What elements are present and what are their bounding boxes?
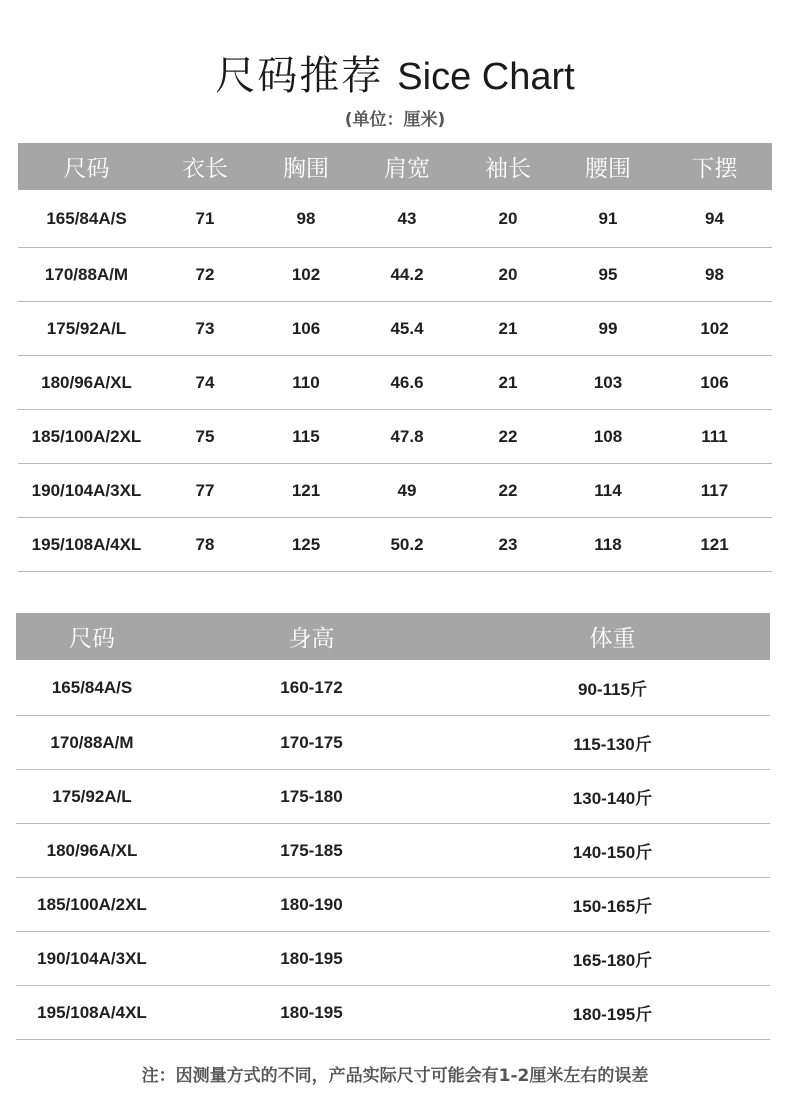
table-cell: 125 [255, 518, 357, 572]
table-cell: 185/100A/2XL [16, 878, 168, 932]
table-cell: 21 [457, 302, 559, 356]
table-row [18, 410, 772, 464]
table-row [16, 770, 770, 824]
table-cell: 22 [457, 410, 559, 464]
table-row [16, 878, 770, 932]
table-cell: 115-130斤 [455, 716, 770, 770]
table-cell: 75 [155, 410, 255, 464]
table-cell: 45.4 [357, 302, 457, 356]
table-cell: 180-195斤 [455, 986, 770, 1040]
header-shoulder: 肩宽 [357, 143, 457, 190]
table-header-row [16, 613, 770, 660]
table-row [16, 716, 770, 770]
table-cell: 118 [559, 518, 657, 572]
page-title [0, 48, 790, 105]
table-cell: 94 [657, 190, 772, 248]
table-cell: 130-140斤 [455, 770, 770, 824]
header-weight: 体重 [455, 613, 770, 660]
table-cell: 98 [255, 190, 357, 248]
table-cell: 91 [559, 190, 657, 248]
table-cell: 175-185 [168, 824, 455, 878]
table-cell: 95 [559, 248, 657, 302]
table-cell: 78 [155, 518, 255, 572]
table-cell: 110 [255, 356, 357, 410]
table-cell: 77 [155, 464, 255, 518]
title-chinese: 尺码推荐 [215, 53, 384, 99]
table-cell: 22 [457, 464, 559, 518]
table-row [18, 248, 772, 302]
table-cell: 165/84A/S [16, 660, 168, 716]
table-cell: 50.2 [357, 518, 457, 572]
table-row [18, 518, 772, 572]
table-cell: 74 [155, 356, 255, 410]
table-cell: 108 [559, 410, 657, 464]
table-cell: 175-180 [168, 770, 455, 824]
table-cell: 117 [657, 464, 772, 518]
header-size: 尺码 [18, 143, 155, 190]
header-sleeve: 袖长 [457, 143, 559, 190]
table-cell: 99 [559, 302, 657, 356]
table-cell: 21 [457, 356, 559, 410]
table-cell: 102 [657, 302, 772, 356]
table-cell: 121 [255, 464, 357, 518]
table-row [16, 932, 770, 986]
table-cell: 165-180斤 [455, 932, 770, 986]
header-length: 衣长 [155, 143, 255, 190]
table-cell: 180-190 [168, 878, 455, 932]
table-header-row [18, 143, 772, 190]
table-row [18, 190, 772, 248]
table-cell: 121 [657, 518, 772, 572]
table-cell: 180/96A/XL [16, 824, 168, 878]
table-cell: 150-165斤 [455, 878, 770, 932]
table-cell: 106 [255, 302, 357, 356]
table-cell: 140-150斤 [455, 824, 770, 878]
title-english: Sice Chart [397, 56, 575, 98]
table-cell: 175/92A/L [18, 302, 155, 356]
size-measurement-table [18, 143, 772, 572]
table-cell: 102 [255, 248, 357, 302]
table-cell: 73 [155, 302, 255, 356]
table-cell: 170-175 [168, 716, 455, 770]
header-size: 尺码 [16, 613, 168, 660]
footnote: 注：因测量方式的不同，产品实际尺寸可能会有1-2厘米左右的误差 [141, 1066, 649, 1086]
table-row [16, 660, 770, 716]
header-hem: 下摆 [657, 143, 772, 190]
table-cell: 180-195 [168, 986, 455, 1040]
table-cell: 175/92A/L [16, 770, 168, 824]
table-cell: 170/88A/M [16, 716, 168, 770]
table-cell: 170/88A/M [18, 248, 155, 302]
table-cell: 165/84A/S [18, 190, 155, 248]
table-cell: 180/96A/XL [18, 356, 155, 410]
table-cell: 103 [559, 356, 657, 410]
table-cell: 195/108A/4XL [16, 986, 168, 1040]
table-cell: 20 [457, 248, 559, 302]
table-cell: 180-195 [168, 932, 455, 986]
table-cell: 115 [255, 410, 357, 464]
table-cell: 111 [657, 410, 772, 464]
table-cell: 47.8 [357, 410, 457, 464]
table-cell: 72 [155, 248, 255, 302]
table-cell: 44.2 [357, 248, 457, 302]
table-cell: 114 [559, 464, 657, 518]
table-cell: 71 [155, 190, 255, 248]
table-cell: 190/104A/3XL [18, 464, 155, 518]
table-row [16, 986, 770, 1040]
table-cell: 20 [457, 190, 559, 248]
table-cell: 98 [657, 248, 772, 302]
table-row [18, 464, 772, 518]
header-waist: 腰围 [559, 143, 657, 190]
table-cell: 46.6 [357, 356, 457, 410]
unit-note: (单位：厘米) [344, 110, 446, 130]
header-chest: 胸围 [255, 143, 357, 190]
table-cell: 23 [457, 518, 559, 572]
table-cell: 106 [657, 356, 772, 410]
size-recommendation-table [16, 613, 770, 1040]
table-row [18, 356, 772, 410]
table-cell: 49 [357, 464, 457, 518]
table-cell: 190/104A/3XL [16, 932, 168, 986]
table-cell: 160-172 [168, 660, 455, 716]
table-row [16, 824, 770, 878]
table-row [18, 302, 772, 356]
table-cell: 43 [357, 190, 457, 248]
table-cell: 195/108A/4XL [18, 518, 155, 572]
table-cell: 90-115斤 [455, 660, 770, 716]
header-height: 身高 [168, 613, 455, 660]
table-cell: 185/100A/2XL [18, 410, 155, 464]
